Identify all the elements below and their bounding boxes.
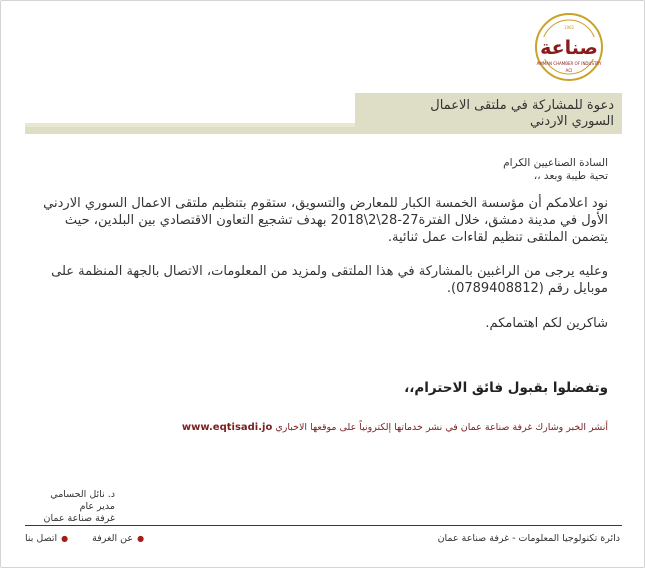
title-line-2: السوري الاردني: [529, 114, 614, 129]
logo-english-text: AMMAN CHAMBER OF INDUSTRY: [536, 61, 602, 66]
footer-divider: [25, 525, 622, 526]
logo-sub-text: ACI: [565, 68, 573, 73]
share-text: أنشر الخبر وشارك غرفة صناعة عمان في نشر خدماتها إلكترونياً على موقعها الاخباري: [275, 422, 608, 433]
signature-org: غرفة صناعة عمان: [43, 513, 115, 524]
salutation-line-1: السادة الصناعيين الكرام: [503, 157, 608, 169]
logo-arabic-text: صناعة: [540, 37, 598, 59]
footer-department: دائرة تكنولوجيا المعلومات - غرفة صناعة عمان: [437, 533, 620, 544]
footer-link-contact[interactable]: [25, 533, 68, 544]
page-title: [374, 98, 614, 130]
salutation-line-2: تحية طيبة وبعد ،،: [533, 170, 608, 182]
closing-line: وتفضلوا بقبول فائق الاحترام،،: [404, 380, 608, 396]
footer-link-contact-label: اتصل بنا: [25, 533, 58, 544]
bullet-icon: ●: [61, 534, 69, 543]
body-paragraph-2: وعليه يرجى من الراغبين بالمشاركة في هذا الملتقى ولمزيد من المعلومات، الاتصال بالجهة المنظمة على موبايل رقم (0789408812).: [51, 264, 608, 296]
share-website-link[interactable]: www.eqtisadi.jo: [181, 422, 273, 433]
body-paragraph-3: شاكرين لكم اهتمامكم.: [485, 316, 608, 331]
signature-title: مدير عام: [79, 501, 115, 512]
title-line-1: دعوة للمشاركة في ملتقى الاعمال: [430, 98, 614, 113]
footer-links: [25, 533, 225, 544]
salutation: [108, 157, 608, 183]
share-line: [8, 422, 608, 433]
amman-chamber-logo: [524, 11, 614, 83]
footer-link-about-label: عن الغرفة: [92, 533, 134, 544]
body-paragraph-1: نود اعلامكم أن مؤسسة الخمسة الكبار للمعارض والتسويق، ستقوم بتنظيم ملتقى الاعمال السوري الاردني الأول في مدينة دمشق، خلال الفترة27-28\2\2018 بهدف تشجيع التعاون الاقتصادي بين البلدين، حيث يتضمن الملتقى تنظيم لقاءات عمل ثنائية.: [43, 196, 608, 245]
logo-since-text: 1962: [563, 25, 575, 30]
bullet-icon: ●: [137, 534, 145, 543]
footer-link-about[interactable]: [92, 533, 144, 544]
signature-name: د. نائل الحسامي: [50, 489, 115, 500]
title-band: [25, 93, 622, 134]
signature-block: [25, 489, 115, 525]
